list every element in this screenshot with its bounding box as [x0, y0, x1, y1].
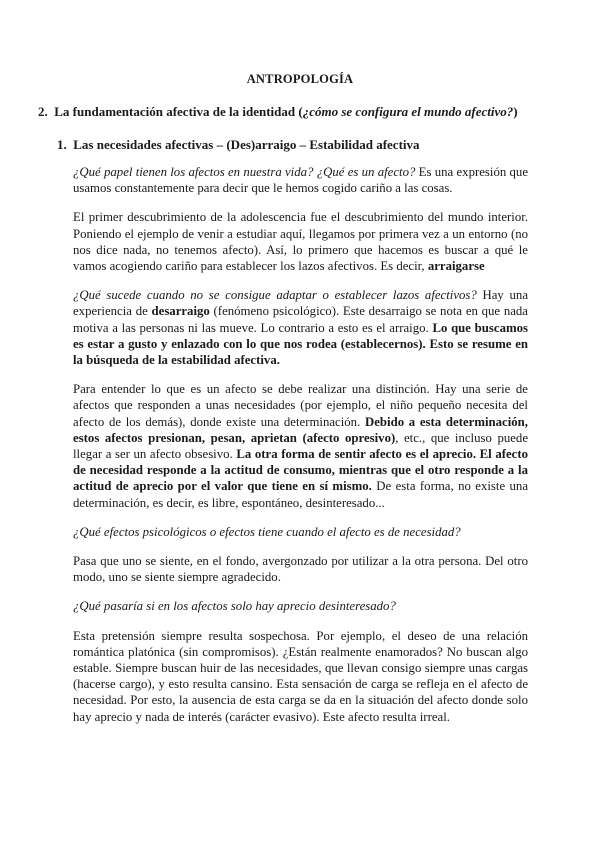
paragraph-bold-text: Lo que buscamos es estar a gusto y enlazado con lo que nos rodea (establecernos). Esto se resume en la búsqueda de la estabilidad afectiva.: [73, 320, 529, 368]
paragraph-distincion: [73, 381, 528, 511]
paragraph-bold-text: Debido a esta determinación, estos afectos presionan, pesan, aprietan (afecto opresivo): [73, 414, 528, 445]
paragraph-avergonzado: [73, 553, 528, 585]
paragraph-bold-term: desarraigo: [151, 304, 210, 319]
paragraph-pretension: [73, 628, 528, 725]
paragraph-bold-term: arraigarse: [427, 259, 485, 274]
paragraph-text: , etc., que incluso puede llegar a ser un afecto obsesivo.: [73, 430, 528, 462]
subsection-title: Las necesidades afectivas – (Des)arraigo – Estabilidad afectiva: [73, 137, 420, 152]
paragraph-bold-text: La otra forma de sentir afecto es el aprecio. El afecto de necesidad responde a la actitud de consumo, mientras que el otro responde a la actitud de aprecio por el valor que tiene en sí mismo.: [73, 447, 529, 494]
paragraph-text: Pasa que uno se siente, en el fondo, avergonzado por utilizar a la otra persona. Del otro modo, uno se siente siempre agradecido.: [73, 554, 528, 585]
paragraph-descubrimiento: [73, 209, 528, 274]
subsection-number: 1.: [57, 137, 67, 152]
paragraph-text: De esta forma, no existe una determinación, es decir, es libre, espontáneo, desinteresado...: [73, 479, 528, 510]
paragraph-text: Para entender lo que es un afecto se debe realizar una distinción. Hay una serie de afectos que responden a unas necesidades (por ejemplo, el niño pequeño necesita del afecto de los demás), donde existe una determinación.: [73, 382, 528, 429]
paragraph-text: Esta pretensión siempre resulta sospechosa. Por ejemplo, el deseo de una relación romántica platónica (sin compromisos). ¿Están realmente enamorados? No buscan algo estable. Siempre buscan huir de las necesidades, que llevan consigo siempre unas cargas (hacerse cargo), y esto resulta cansino. Esta sensación de carga se refleja en el afecto de necesidad. Por esto, la ausencia de esta carga se da en la situación del afecto donde solo hay aprecio y nada de interés (carácter evasivo). Este afecto resulta irreal.: [73, 628, 528, 724]
paragraph-question: ¿Qué efectos psicológicos o efectos tiene cuando el afecto es de necesidad?: [73, 524, 461, 539]
paragraph-text: Hay una experiencia de: [73, 288, 528, 319]
paragraph-text: Es una expresión que usamos constantemente para decir que le hemos cogido cariño a las cosas.: [73, 165, 528, 196]
paragraph-question: ¿Qué sucede cuando no se consigue adaptar o establecer lazos afectivos?: [73, 288, 477, 303]
paragraph-text: El primer descubrimiento de la adolescencia fue el descubrimiento del mundo interior. Poniendo el ejemplo de venir a estudiar aquí, llegamos por primera vez a un entorno (no nos dice nada, no tenemos afecto). Así, lo primero que hacemos es buscar a qué le vamos acogiendo cariño para establecer los lazos afectivos. Es decir,: [73, 210, 528, 274]
section-close-paren: ): [513, 104, 518, 119]
section-heading: [38, 104, 568, 120]
paragraph-question-necesidad: [73, 524, 528, 540]
paragraph-desarraigo: [73, 287, 528, 368]
paragraph-question: ¿Qué pasaría si en los afectos solo hay aprecio desinteresado?: [73, 599, 396, 614]
paragraph-text: (fenómeno psicológico). Este desarraigo se nota en que nada motiva a las personas ni las mueve. Lo contrario a esto es el arraigo.: [73, 304, 528, 335]
paragraph-question-aprecio: [73, 598, 528, 614]
section-number: 2.: [38, 104, 48, 119]
paragraph-question: ¿Qué papel tienen los afectos en nuestra vida? ¿Qué es un afecto?: [73, 165, 416, 179]
section-question: ¿cómo se configura el mundo afectivo?: [302, 104, 514, 119]
paragraph-afectos-papel: [73, 164, 528, 196]
section-title: La fundamentación afectiva de la identidad: [54, 104, 296, 119]
document-title: ANTROPOLOGÍA: [246, 72, 354, 86]
subsection-heading: [57, 137, 557, 153]
document-body: [73, 164, 528, 725]
section-open-paren: (: [298, 104, 303, 119]
